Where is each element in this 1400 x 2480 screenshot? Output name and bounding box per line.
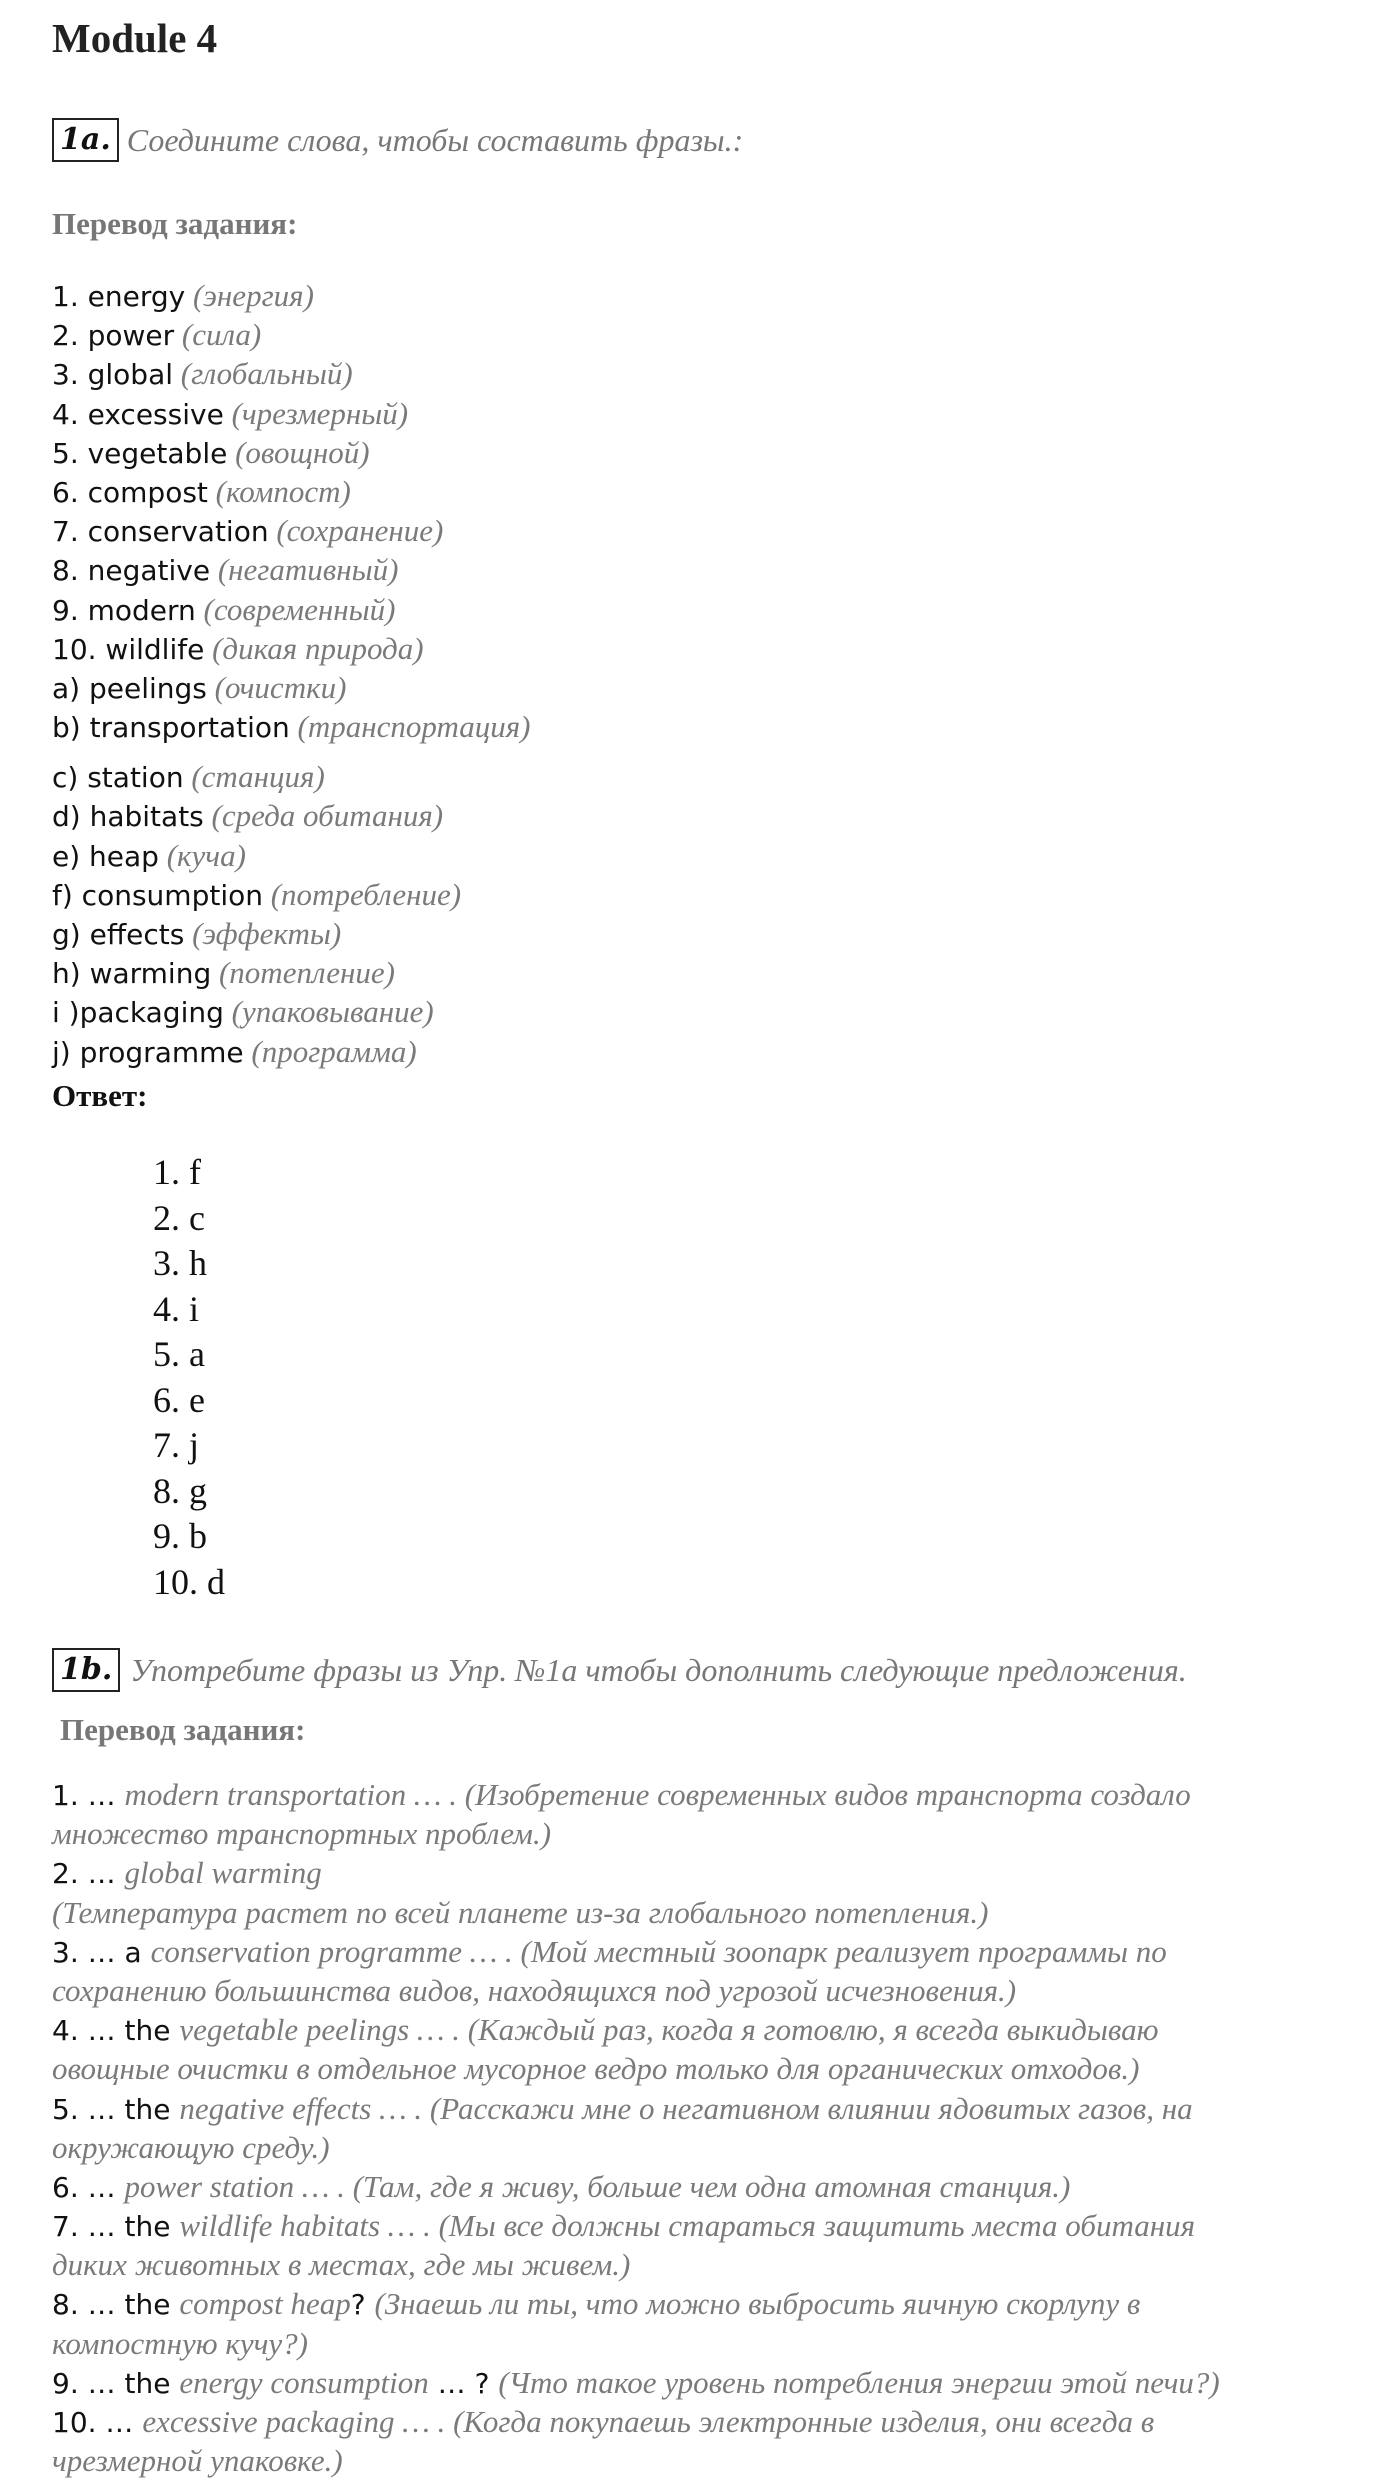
word-english: j) programme — [52, 1035, 244, 1069]
word-item — [52, 276, 530, 315]
word-russian: (энергия) — [185, 278, 314, 313]
word-russian: (среда обитания) — [203, 798, 444, 834]
answer-phrase: energy consumption — [179, 2364, 429, 2400]
word-russian: (программа) — [243, 1033, 417, 1069]
word-russian: (негативный) — [210, 552, 399, 588]
word-item — [52, 668, 530, 707]
answer-phrase: negative effects — [179, 2090, 372, 2126]
sentence-line — [52, 2245, 1372, 2284]
word-english: 6. compost — [52, 475, 208, 509]
sentence-translation: множество транспортных проблем.) — [52, 1816, 552, 1852]
sentence-line — [52, 2089, 1372, 2128]
word-english: i )packaging — [52, 996, 224, 1030]
sentence-prefix: 10. … — [52, 2406, 143, 2439]
word-russian: (сила) — [174, 317, 262, 353]
answer-item: 1. f — [153, 1152, 201, 1192]
word-english: e) heap — [52, 839, 159, 873]
answer-item: 2. c — [153, 1197, 205, 1238]
word-russian: (потепление) — [211, 955, 395, 991]
module-title: Module 4 — [52, 15, 218, 61]
word-english: a) peelings — [52, 671, 207, 705]
exercise-1b-header — [52, 1648, 1187, 1692]
word-item — [52, 914, 530, 953]
word-item — [52, 757, 530, 796]
word-russian: (транспортация) — [289, 709, 531, 745]
sentence-translation: … . (Там, где я живу, больше чем одна атомная станция.) — [294, 2168, 1071, 2204]
exercise-1a-translation-heading: Перевод задания: — [52, 206, 298, 241]
word-item — [52, 394, 530, 433]
word-english: f) consumption — [52, 878, 263, 912]
word-item — [52, 992, 530, 1031]
word-english: g) effects — [52, 918, 185, 951]
sentence-translation: … . (Когда покупаешь электронные изделия, они всегда в — [394, 2404, 1155, 2439]
sentence-translation: компостную кучу?) — [52, 2325, 308, 2361]
exercise-1b-translation-heading: Перевод задания: — [60, 1712, 306, 1747]
word-english: 5. vegetable — [52, 436, 228, 470]
answer-phrase: power station — [124, 2168, 295, 2204]
sentence-prefix: 2. … — [52, 1857, 125, 1891]
word-english: 2. power — [52, 319, 175, 353]
sentence-line — [52, 2284, 1372, 2323]
sentence-translation: … . (Изобретение современных видов транспорта создало — [406, 1777, 1191, 1812]
sentence-line — [52, 2206, 1372, 2245]
sentence-prefix: 1. … — [52, 1779, 125, 1812]
word-russian: (куча) — [158, 837, 246, 873]
sentence-translation: овощные очистки в отдельное мусорное ведро только для органических отходов.) — [52, 2051, 1140, 2087]
exercise-1b-task: Употребите фразы из Упр. №1a чтобы дополнить следующие предложения. — [130, 1651, 1187, 1688]
sentence-prefix: 3. … a — [52, 1935, 151, 1969]
answer-phrase: wildlife habitats — [179, 2208, 381, 2244]
answer-item: 3. h — [153, 1243, 207, 1283]
word-item — [52, 953, 530, 992]
sentence-translation: (Температура растет по всей планете из-за глобального потепления.) — [52, 1894, 989, 1930]
word-item — [52, 472, 530, 511]
sentence-line — [52, 1775, 1372, 1814]
word-item — [52, 511, 530, 550]
word-russian: (дикая природа) — [204, 630, 424, 666]
answer-phrase: global warming — [124, 1855, 322, 1891]
sentence-translation: … . (Мой местный зоопарк реализует программы по — [461, 1933, 1167, 1969]
word-item — [52, 590, 530, 629]
answer-item: 7. j — [153, 1425, 200, 1465]
word-item — [52, 550, 530, 589]
answer-item: 8. g — [153, 1470, 207, 1511]
word-english: 9. modern — [52, 593, 196, 627]
word-russian: (эффекты) — [184, 916, 342, 951]
sentence-translation: диких животных в местах, где мы живем.) — [52, 2247, 631, 2283]
exercise-1b-badge: 1b. — [52, 1648, 120, 1692]
sentence-prefix: ? — [350, 2288, 375, 2322]
sentence-line — [52, 1971, 1372, 2010]
sentence-translation: (Знаешь ли ты, что можно выбросить яичную скорлупу в — [374, 2286, 1141, 2322]
sentence-translation: чрезмерной упаковке.) — [52, 2443, 343, 2479]
word-english: h) warming — [52, 957, 212, 991]
word-list — [52, 276, 530, 1071]
sentence-translation: сохранению большинства видов, находящихся под угрозой исчезновения.) — [52, 1972, 1017, 2008]
word-item — [52, 354, 530, 393]
word-russian: (станция) — [183, 759, 325, 795]
word-russian: (овощной) — [227, 434, 370, 470]
sentence-line — [52, 1893, 1372, 1932]
sentence-prefix: 7. … the — [52, 2210, 180, 2244]
word-russian: (компост) — [207, 473, 351, 509]
word-english: 4. excessive — [52, 397, 224, 431]
sentence-prefix: … ? — [428, 2366, 499, 2400]
word-russian: (чрезмерный) — [223, 395, 409, 431]
sentence-line — [52, 2441, 1372, 2480]
word-item — [52, 1032, 530, 1071]
sentence-translation: окружающую среду.) — [52, 2129, 330, 2165]
sentence-prefix: 4. … the — [52, 2014, 180, 2048]
sentence-translation: … . (Каждый раз, когда я готовлю, я всегда выкидываю — [409, 2012, 1159, 2048]
sentence-translation: … . (Мы все должны стараться защитить места обитания — [380, 2208, 1195, 2244]
word-item — [52, 875, 530, 914]
sentence-line — [52, 2363, 1372, 2402]
sentence-line — [52, 2010, 1372, 2049]
word-english: 3. global — [52, 358, 174, 392]
word-russian: (сохранение) — [268, 513, 444, 549]
sentence-translation: … . (Расскажи мне о негативном влиянии ядовитых газов, на — [371, 2090, 1193, 2126]
exercise-1a-header — [52, 118, 743, 162]
answer-item: 9. b — [153, 1516, 207, 1556]
sentence-line — [52, 2049, 1372, 2088]
word-item — [52, 796, 530, 835]
sentence-prefix: 5. … the — [52, 2092, 180, 2126]
word-item — [52, 629, 530, 668]
word-item — [52, 836, 530, 875]
word-russian: (современный) — [195, 591, 396, 627]
word-english: 10. wildlife — [52, 632, 205, 666]
word-english: 7. conservation — [52, 515, 269, 549]
word-russian: (глобальный) — [173, 356, 353, 392]
sentence-translation: (Что такое уровень потребления энергии этой печи?) — [498, 2364, 1220, 2400]
answer-list — [153, 1150, 225, 1605]
answer-item: 10. d — [153, 1561, 225, 1602]
answer-phrase: modern transportation — [124, 1777, 407, 1812]
sentence-line — [52, 2167, 1372, 2206]
sentence-line — [52, 2324, 1372, 2363]
answer-phrase: excessive packaging — [142, 2404, 395, 2439]
answer-phrase: conservation programme — [150, 1933, 462, 1969]
exercise-1a-badge: 1a. — [52, 118, 119, 162]
sentence-line — [52, 2402, 1372, 2441]
sentence-prefix: 6. … — [52, 2170, 125, 2204]
word-english: d) habitats — [52, 800, 204, 834]
sentence-prefix: 9. … the — [52, 2366, 180, 2400]
sentence-prefix: 8. … the — [52, 2288, 180, 2322]
word-russian: (очистки) — [206, 669, 347, 705]
word-item — [52, 315, 530, 354]
word-english: 8. negative — [52, 554, 211, 588]
word-russian: (упаковывание) — [223, 994, 434, 1030]
answer-item: 5. a — [153, 1334, 205, 1374]
word-item — [52, 433, 530, 472]
word-russian: (потребление) — [262, 876, 462, 912]
answer-heading: Ответ: — [52, 1078, 148, 1113]
word-english: b) transportation — [52, 711, 290, 745]
word-english: c) station — [52, 761, 184, 795]
exercise-1a-task: Соедините слова, чтобы составить фразы.: — [126, 121, 744, 158]
answer-phrase: compost heap — [179, 2286, 351, 2322]
sentence-line — [52, 2128, 1372, 2167]
sentence-list — [52, 1775, 1372, 2480]
answer-item: 6. e — [153, 1379, 205, 1420]
answer-item: 4. i — [153, 1288, 200, 1329]
word-item — [52, 707, 530, 746]
answer-phrase: vegetable peelings — [179, 2012, 410, 2048]
word-english: 1. energy — [52, 280, 186, 313]
sentence-line — [52, 1853, 1372, 1892]
sentence-line — [52, 1814, 1372, 1853]
sentence-line — [52, 1932, 1372, 1971]
